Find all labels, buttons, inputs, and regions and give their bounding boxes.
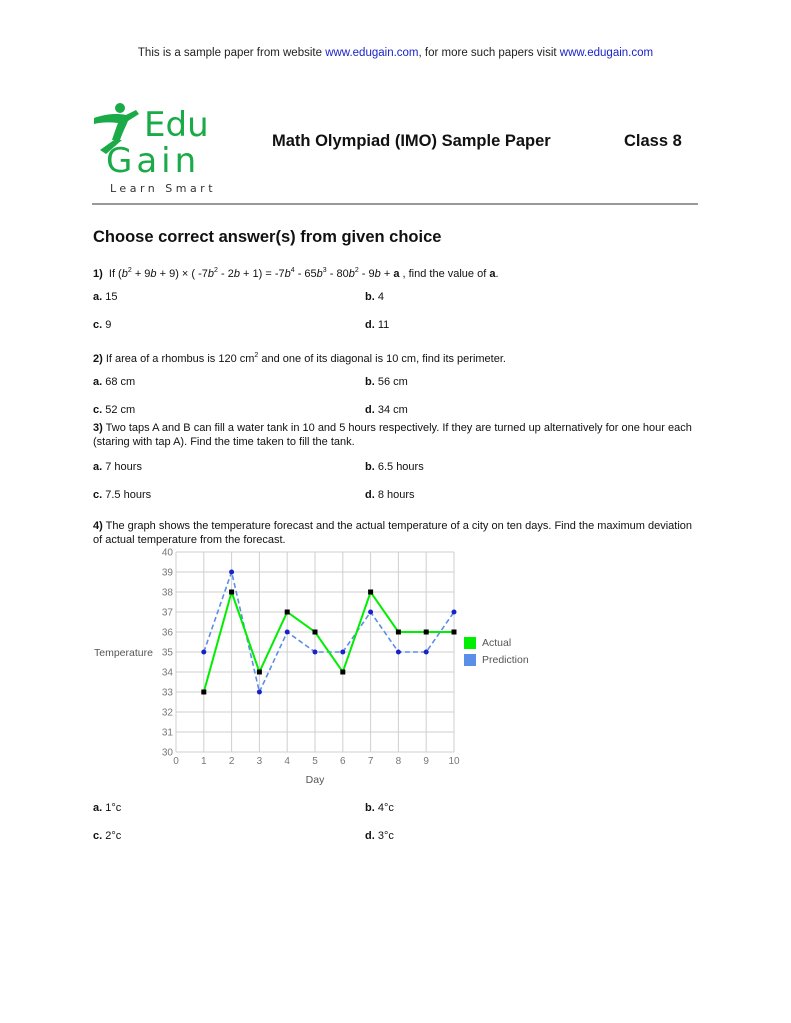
logo-tagline: Learn Smart	[110, 182, 217, 195]
x-tick-label: 8	[395, 756, 402, 767]
actual-point	[396, 630, 401, 635]
prediction-point	[368, 610, 373, 615]
y-tick-label: 30	[161, 747, 173, 759]
q3-option-c[interactable]: c. 7.5 hours	[93, 489, 152, 501]
q3-option-a[interactable]: a. 7 hours	[93, 461, 142, 473]
class-label: Class 8	[624, 132, 682, 150]
actual-point	[340, 670, 345, 675]
q1-option-d[interactable]: d. 11	[365, 319, 390, 331]
legend-label-actual: Actual	[482, 637, 512, 649]
y-tick-label: 39	[161, 567, 173, 579]
prediction-point	[229, 570, 234, 575]
q1-option-a[interactable]: a. 15	[93, 291, 118, 303]
x-tick-label: 1	[201, 756, 207, 767]
prediction-point	[424, 650, 429, 655]
legend-swatch-prediction	[464, 654, 476, 666]
banner-link-2[interactable]: www.edugain.com	[559, 47, 654, 59]
chart-ticks	[162, 548, 460, 768]
actual-point	[424, 630, 429, 635]
q2-option-d[interactable]: d. 34 cm	[365, 404, 408, 416]
y-tick-label: 36	[161, 627, 173, 639]
logo-line1: Edu	[144, 105, 209, 145]
actual-point	[313, 630, 318, 635]
question-2: 2) If area of a rhombus is 120 $cm^2$ and one of its diagonal is 10 cm, find its perimeter.	[93, 352, 506, 365]
legend-label-prediction: Prediction	[482, 654, 529, 666]
y-tick-label: 33	[161, 687, 173, 699]
y-tick-label: 37	[161, 607, 173, 619]
prediction-point	[201, 650, 206, 655]
x-tick-label: 7	[367, 756, 374, 767]
y-tick-label: 40	[161, 547, 173, 559]
question-4-number: 4)	[93, 520, 103, 532]
logo-line2: Gain	[106, 141, 201, 181]
prediction-point	[396, 650, 401, 655]
actual-point	[229, 590, 234, 595]
prediction-point	[257, 690, 262, 695]
question-1-number: 1)	[93, 268, 103, 280]
actual-point	[201, 690, 206, 695]
y-tick-label: 35	[161, 647, 173, 659]
header-divider	[92, 203, 698, 205]
x-tick-label: 4	[284, 756, 290, 767]
x-tick-label: 10	[448, 756, 460, 767]
y-tick-label: 32	[161, 707, 173, 719]
question-3-number: 3)	[93, 422, 103, 434]
x-tick-label: 6	[340, 756, 346, 767]
q2-option-a[interactable]: a. 68 cm	[93, 376, 136, 388]
question-3: 3) Two taps A and B can fill a water tank in 10 and 5 hours respectively. If they are turned up alternatively for one hour each (staring with tap A). Find the time taken to fill the tank.	[93, 422, 692, 448]
prediction-point	[285, 630, 290, 635]
prediction-point	[452, 610, 457, 615]
temperature-chart	[90, 543, 550, 793]
q4-option-a[interactable]: a. 1°c	[93, 802, 122, 814]
y-tick-label: 34	[161, 667, 173, 679]
edugain-logo	[92, 100, 242, 196]
paper-title: Math Olympiad (IMO) Sample Paper	[272, 132, 551, 150]
x-tick-label: 3	[256, 756, 263, 767]
q4-option-b[interactable]: b. 4°c	[365, 802, 394, 814]
banner-middle: , for more such papers visit	[418, 47, 560, 59]
actual-point	[285, 610, 290, 615]
x-tick-label: 0	[173, 756, 179, 767]
banner-prefix: This is a sample paper from website	[137, 47, 326, 59]
actual-point	[452, 630, 457, 635]
q4-option-d[interactable]: d. 3°c	[365, 830, 394, 842]
actual-point	[368, 590, 373, 595]
series-line-actual	[204, 592, 454, 692]
q2-option-b[interactable]: b. 56 cm	[365, 376, 408, 388]
q1-option-c[interactable]: c. 9	[93, 319, 112, 331]
x-tick-label: 9	[423, 756, 429, 767]
prediction-point	[340, 650, 345, 655]
q2-option-c[interactable]: c. 52 cm	[93, 404, 136, 416]
x-axis-label: Day	[305, 774, 325, 786]
x-tick-label: 5	[312, 756, 318, 767]
x-tick-label: 2	[228, 756, 235, 767]
y-axis-label: Temperature	[94, 647, 153, 659]
q3-option-d[interactable]: d. 8 hours	[365, 489, 415, 501]
question-1: 1) If $(b^2 + 9b + 9)$ × ( $-7b^2 - 2b + 1) = -7b^4 - 65b^3 - 80b^2 - 9b + a$ , find the value of a.	[93, 267, 499, 280]
q3-option-b[interactable]: b. 6.5 hours	[365, 461, 424, 473]
q4-option-c[interactable]: c. 2°c	[93, 830, 122, 842]
prediction-point	[313, 650, 318, 655]
legend-swatch-actual	[464, 637, 476, 649]
y-tick-label: 31	[161, 727, 173, 739]
y-tick-label: 38	[161, 587, 173, 599]
section-title: Choose correct answer(s) from given choice	[93, 228, 442, 246]
banner-link-1[interactable]: www.edugain.com	[325, 47, 419, 59]
website-banner	[0, 47, 791, 59]
q1-option-b[interactable]: b. 4	[365, 291, 384, 303]
question-2-number: 2)	[93, 353, 103, 365]
actual-point	[257, 670, 262, 675]
question-4: 4) The graph shows the temperature forecast and the actual temperature of a city on ten days. Find the maximum deviation of actual temperature from the forecast.	[93, 520, 693, 546]
